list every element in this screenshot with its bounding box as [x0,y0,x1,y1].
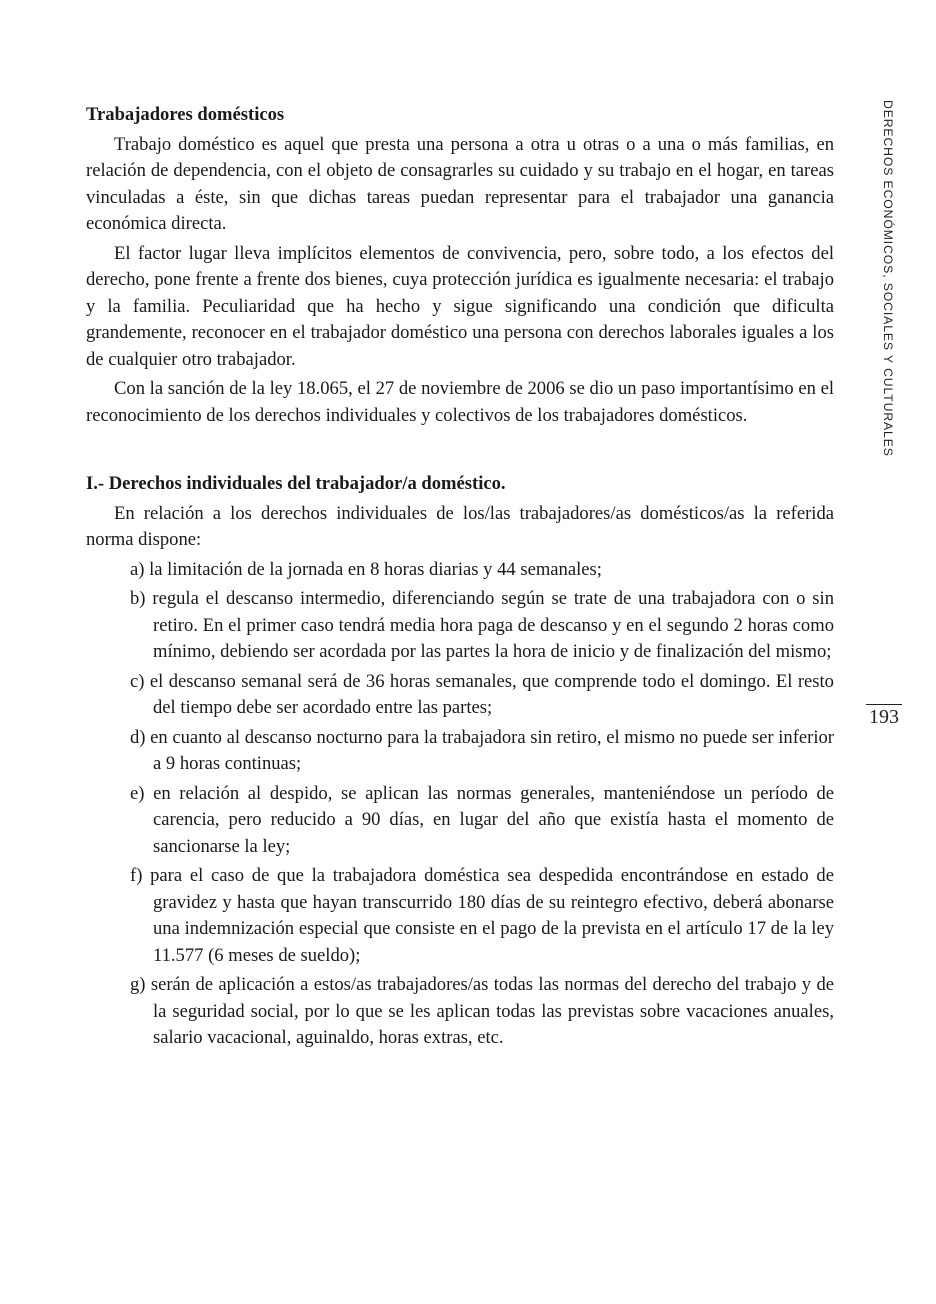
intro-paragraph: En relación a los derechos individuales de los/las trabajadores/as domésticos/as la referida norma dispone: [86,502,834,550]
page-number-rule [866,704,902,705]
paragraph: Trabajo doméstico es aquel que presta una persona a otra u otras o a una o más familias, en relación de dependencia, con el objeto de consagrarles su cuidado y su trabajo en el hogar, en tareas vinculadas a éste, sin que dichas tareas puedan representar para el trabajador una ganancia económica directa. [86,133,834,234]
section-spacer [86,429,834,471]
list-item [130,972,834,1052]
list-item [130,781,834,861]
page-body [86,102,834,1052]
list-marker: d) [130,726,146,748]
list-marker: c) [130,670,145,692]
list-item [130,725,834,778]
list-item [130,669,834,722]
page-number: 193 [869,706,899,728]
list-marker: f) [130,865,143,886]
paragraph: Con la sanción de la ley 18.065, el 27 de noviembre de 2006 se dio un paso importantísimo en el reconocimiento de los derechos individuales y colectivos de los trabajadores domésticos. [86,378,834,426]
list-item [130,586,834,666]
paragraph: El factor lugar lleva implícitos elementos de convivencia, pero, sobre todo, a los efectos del derecho, pone frente a frente dos bienes, cuya protección jurídica es igualmente necesaria: el trabajo y la familia. Peculiaridad que ha hecho y sigue significando una condición que dificulta grandemente, reconocer en el trabajador doméstico una persona con derechos laborales iguales a los de cualquier otro trabajador. [86,242,834,370]
list-item-text: el descanso semanal será de 36 horas semanales, que comprende todo el domingo. El resto del tiempo debe ser acordado entre las partes; [149,670,834,718]
list-item [130,557,834,584]
list-item-text: regula el descanso intermedio, diferenciando según se trate de una trabajadora con o sin retiro. En el primer caso tendrá media hora paga de descanso y en el segundo 2 horas como mínimo, debiendo ser acordada por las partes la hora de inicio y de finalización del mismo; [152,588,834,662]
list-marker: a) [130,558,145,580]
list-item-text: en cuanto al descanso nocturno para la trabajadora sin retiro, el mismo no puede ser inferior a 9 horas continuas; [150,726,834,774]
list-item-text: la limitación de la jornada en 8 horas diarias y 44 semanales; [149,558,602,580]
list-marker: b) [130,588,146,609]
list-item-text: serán de aplicación a estos/as trabajadores/as todas las normas del derecho del trabajo y de la seguridad social, por lo que se les aplican todas las previstas sobre vacaciones anuales, salario vacacional, aguinaldo, horas extras, etc. [150,974,834,1048]
section-heading-derechos: I.- Derechos individuales del trabajador/a doméstico. [86,473,506,494]
list-item [130,863,834,969]
list-item-text: en relación al despido, se aplican las normas generales, manteniéndose un período de carencia, pero reducido a 90 días, en lugar del año que existía hasta el momento de sancionarse la ley; [153,782,834,857]
running-title: DERECHOS ECONÓMICOS, SOCIALES Y CULTURALES [881,100,895,457]
list-marker: g) [130,974,146,995]
section-heading-trabajadores: Trabajadores domésticos [86,104,285,125]
list-marker: e) [130,782,145,804]
list-item-text: para el caso de que la trabajadora doméstica sea despedida encontrándose en estado de gravidez y hasta que hayan transcurrido 180 días de su reintegro efectivo, deberá abonarse una indemnización especial que consiste en el pago de la prevista en el artículo 17 de la ley 11.577 (6 meses de sueldo); [150,865,834,966]
